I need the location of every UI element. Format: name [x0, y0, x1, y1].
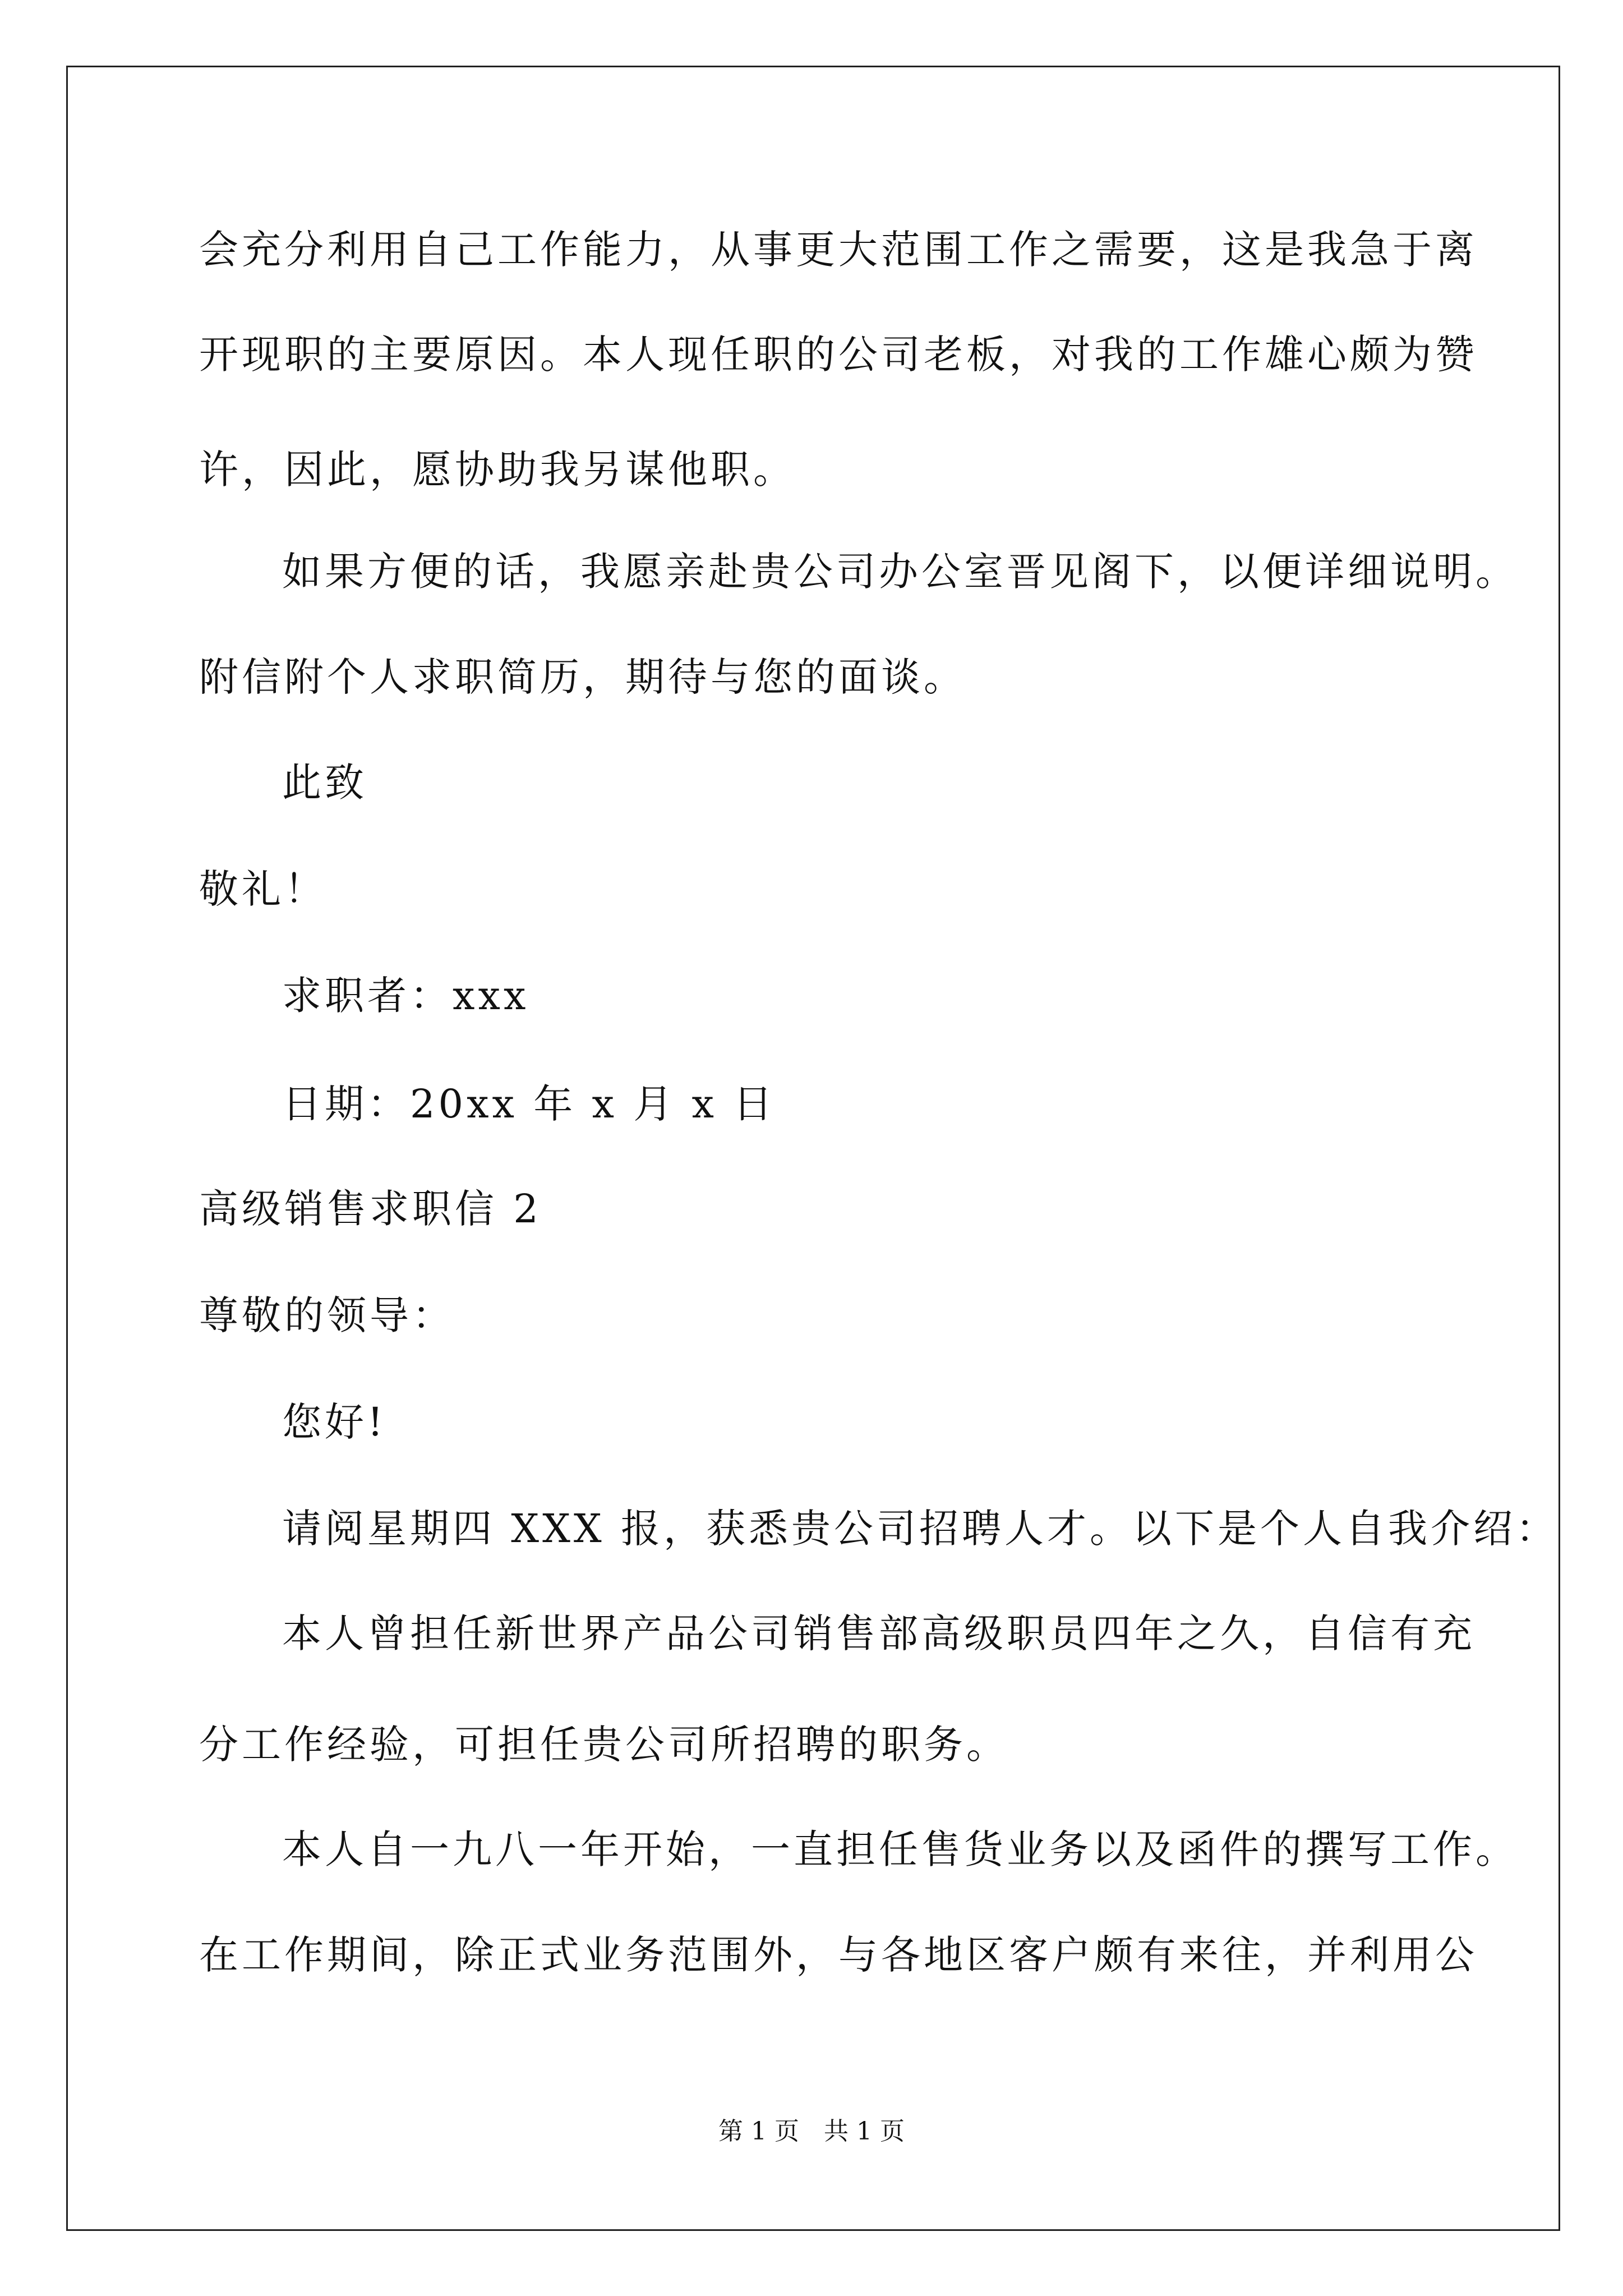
text-line-12: 您好!: [282, 1399, 387, 1445]
text-line-17: 在工作期间，除正式业务范围外，与各地区客户颇有来往，并利用公: [199, 1932, 1478, 1978]
letter-greeting: 尊敬的领导：: [199, 1292, 455, 1338]
page-number-footer: 第 1 页 共 1 页: [718, 2117, 905, 2146]
letter-date: 日期：20xx 年 x 月 x 日: [282, 1081, 776, 1127]
closing-salutation: 此致: [282, 760, 367, 806]
text-line-14: 本人曾担任新世界产品公司销售部高级职员四年之久，自信有充: [282, 1611, 1476, 1657]
closing-regards: 敬礼！: [199, 866, 327, 912]
text-line-2: 开现职的主要原因。本人现任职的公司老板，对我的工作雄心颇为赞: [199, 332, 1478, 378]
text-line-3: 许，因此，愿协助我另谋他职。: [199, 447, 796, 493]
text-line-15: 分工作经验，可担任贵公司所招聘的职务。: [199, 1722, 1009, 1768]
text-line-5: 附信附个人求职简历，期待与您的面谈。: [199, 654, 966, 700]
text-line-16: 本人自一九八一年开始，一直担任售货业务以及函件的撰写工作。: [282, 1826, 1518, 1872]
applicant-signature: 求职者：xxx: [282, 973, 529, 1019]
section-heading: 高级销售求职信 2: [199, 1186, 542, 1232]
text-line-1: 会充分利用自己工作能力，从事更大范围工作之需要，这是我急于离: [199, 227, 1478, 273]
text-line-4: 如果方便的话，我愿亲赴贵公司办公室晋见阁下，以便详细说明。: [282, 549, 1518, 595]
text-line-13: 请阅星期四 XXX 报，获悉贵公司招聘人才。以下是个人自我介绍：: [282, 1506, 1559, 1552]
page-border: [66, 66, 1560, 2231]
